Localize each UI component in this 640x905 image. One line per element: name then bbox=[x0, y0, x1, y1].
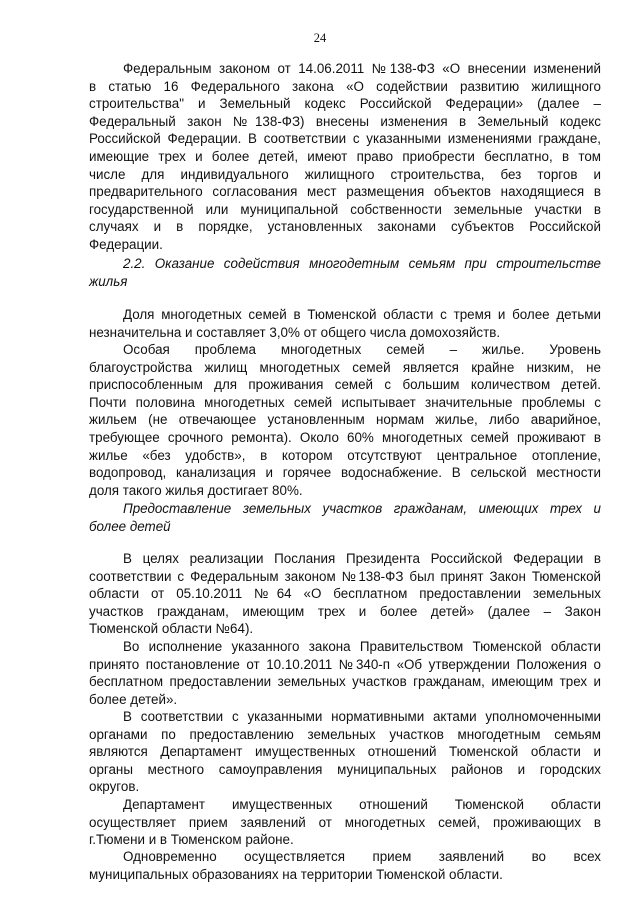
text-line: Почти половина многодетных семей испытывает значительные проблемы с bbox=[89, 394, 601, 410]
text-line: более детей». bbox=[89, 691, 178, 707]
paragraph-regional-law bbox=[89, 550, 601, 638]
text-line: Российской Федерации. В соответствии с указанными изменениями граждане, bbox=[89, 131, 601, 147]
text-line: В целях реализации Послания Президента Российской Федерации в bbox=[123, 551, 601, 566]
text-line: Тюменской области №64). bbox=[89, 621, 254, 637]
text-line: соответствии с Федеральным законом №138-ФЗ был принят Закон Тюменской bbox=[89, 568, 601, 584]
text-line: Одновременно осуществляется прием заявлений во всех bbox=[123, 849, 601, 864]
text-line: органы местного самоуправления муниципальных районов и городских bbox=[89, 761, 601, 777]
text-line: государственной или муниципальной собственности земельные участки в bbox=[89, 201, 601, 217]
paragraph-authorized-bodies bbox=[89, 708, 601, 796]
text-line: предварительного согласования мест размещения объектов находящиеся в bbox=[89, 184, 601, 200]
text-line: водопровод, канализация и горячее водоснабжение. В сельской местности bbox=[89, 465, 601, 481]
text-line: принято постановление от 10.10.2011 №340-п «Об утверждении Положения о bbox=[89, 656, 601, 672]
text-line: Федеральный закон №138-ФЗ) внесены изменения в Земельный кодекс bbox=[89, 113, 601, 129]
heading-line: 2.2. Оказание содействия многодетным семьям при строительстве bbox=[123, 256, 601, 271]
text-line: случаях и в порядке, установленных законами субъектов Российской bbox=[89, 219, 601, 235]
text-line: жильем (не отвечающее установленным нормам жилье, либо аварийное, bbox=[89, 412, 601, 428]
text-line: участков гражданам, имеющим трех и более детей» (далее – Закон bbox=[89, 603, 601, 619]
section-heading-2-2 bbox=[89, 255, 601, 290]
text-line: области от 05.10.2011 №64 «О бесплатном предоставлении земельных bbox=[89, 586, 601, 602]
text-line: округов. bbox=[89, 779, 140, 795]
text-line: имеющие трех и более детей, имеют право приобрести бесплатно, в том bbox=[89, 148, 601, 164]
text-line: Федерации. bbox=[89, 236, 163, 252]
text-line: г.Тюмени и в Тюменском районе. bbox=[89, 832, 294, 848]
heading-line: более детей bbox=[89, 518, 171, 534]
section-heading-land-plots bbox=[89, 500, 601, 535]
text-line: Доля многодетных семей в Тюменской области с тремя и более детьми bbox=[123, 307, 601, 322]
text-line: строительства" и Земельный кодекс Российской Федерации» (далее – bbox=[89, 96, 601, 112]
text-line: Департамент имущественных отношений Тюменской области bbox=[123, 797, 601, 812]
text-line: Федеральным законом от 14.06.2011 №138-ФЗ «О внесении изменений bbox=[123, 61, 601, 76]
text-line: В соответствии с указанными нормативными актами уполномоченными bbox=[123, 709, 601, 724]
page-number: 24 bbox=[313, 31, 327, 45]
text-line: доля такого жилья достигает 80%. bbox=[89, 482, 303, 498]
paragraph-department-applications bbox=[89, 796, 601, 849]
paragraph-government-resolution bbox=[89, 638, 601, 708]
text-line: Особая проблема многодетных семей – жилье. Уровень bbox=[123, 342, 601, 357]
text-line: жилье «без удобств», в котором отсутствуют центральное отопление, bbox=[89, 447, 601, 463]
text-line: Во исполнение указанного закона Правительством Тюменской области bbox=[123, 639, 601, 654]
text-line: в статью 16 Федерального закона «О содействии развитию жилищного bbox=[89, 78, 601, 94]
text-line: муниципальных образованиях на территории Тюменской области. bbox=[89, 866, 503, 882]
text-line: бесплатном предоставлении земельных участков гражданам, имеющим трех и bbox=[89, 674, 601, 690]
text-line: требующее срочного ремонта). Около 60% многодетных семей проживают в bbox=[89, 429, 601, 445]
text-line: осуществляет прием заявлений от многодетных семей, проживающих в bbox=[89, 814, 601, 830]
paragraph-share-of-families bbox=[89, 306, 601, 341]
heading-line: жилья bbox=[89, 273, 128, 289]
heading-line: Предоставление земельных участков гражданам, имеющих трех и bbox=[123, 501, 601, 516]
text-line: числе для индивидуального жилищного строительства, без торгов и bbox=[89, 166, 601, 182]
paragraph-federal-law bbox=[89, 60, 601, 254]
text-line: приспособленным для проживания семей с большим количеством детей. bbox=[89, 377, 601, 393]
text-line: являются Департамент имущественных отношений Тюменской области и bbox=[89, 744, 601, 760]
text-line: благоустройства жилищ многодетных семей является крайне низким, не bbox=[89, 359, 601, 375]
paragraph-housing-problem bbox=[89, 341, 601, 499]
text-line: незначительна и составляет 3,0% от общего числа домохозяйств. bbox=[89, 324, 501, 340]
text-line: органами по предоставлению земельных участков многодетным семьям bbox=[89, 726, 601, 742]
paragraph-municipal-applications bbox=[89, 848, 601, 883]
